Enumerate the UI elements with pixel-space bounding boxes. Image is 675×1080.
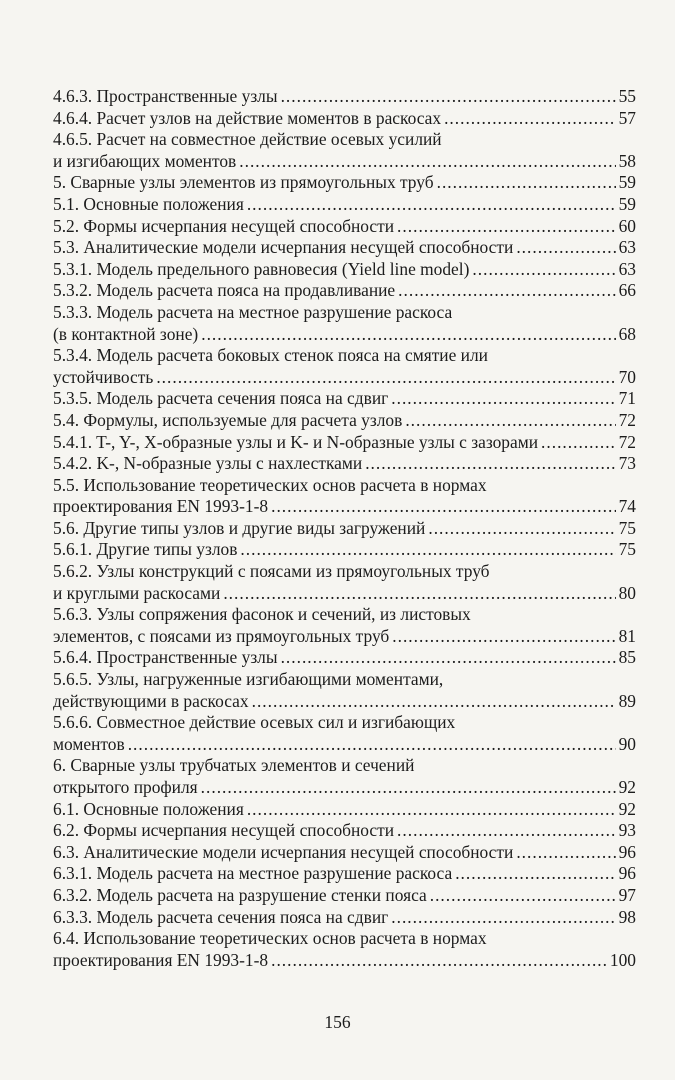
toc-entry-line	[53, 928, 636, 950]
dot-leader	[365, 453, 615, 475]
toc-entry-line	[53, 691, 636, 713]
dot-leader	[398, 280, 615, 302]
dot-leader	[444, 108, 616, 130]
dot-leader	[281, 647, 616, 669]
toc-entry-line	[53, 410, 636, 432]
dot-leader	[428, 518, 615, 540]
toc-entry-line	[53, 324, 636, 346]
dot-leader	[128, 734, 616, 756]
toc-entry-page: 81	[618, 625, 636, 646]
toc-entry-line	[53, 237, 636, 259]
toc-entry-line	[53, 842, 636, 864]
toc-entry-title: 6.1. Основные положения	[53, 798, 244, 819]
toc-entry-page: 68	[618, 323, 636, 344]
toc-entry	[53, 432, 636, 454]
dot-leader	[201, 324, 615, 346]
toc-entry	[53, 647, 636, 669]
toc-entry-page: 98	[618, 906, 636, 927]
dot-leader	[516, 842, 615, 864]
toc-entry-title: действующими в раскосах	[53, 690, 249, 711]
toc-entry-line	[53, 259, 636, 281]
toc-entry-title: 5.6.6. Совместное действие осевых сил и изгибающих	[53, 712, 456, 733]
toc-entry-title: устойчивость	[53, 366, 154, 387]
toc-entry-line	[53, 302, 636, 324]
dot-leader	[391, 388, 615, 410]
toc-entry-title: 6.3.1. Модель расчета на местное разрушение раскоса	[53, 863, 453, 884]
toc-entry	[53, 280, 636, 302]
toc-entry-page: 72	[618, 431, 636, 452]
toc-entry	[53, 820, 636, 842]
toc-entry	[53, 86, 636, 108]
dot-leader	[271, 950, 607, 972]
toc-entry-page: 59	[618, 172, 636, 193]
toc-entry-title: 5.6.5. Узлы, нагруженные изгибающими моментами,	[53, 669, 444, 690]
toc-entry-title: и изгибающих моментов	[53, 150, 237, 171]
dot-leader	[247, 194, 616, 216]
toc-entry	[53, 302, 636, 345]
toc-entry-page: 57	[618, 107, 636, 128]
toc-entry-title: 5.6.1. Другие типы узлов	[53, 539, 238, 560]
toc-entry-page: 75	[618, 517, 636, 538]
toc-entry	[53, 453, 636, 475]
toc-entry-line	[53, 432, 636, 454]
dot-leader	[271, 496, 616, 518]
toc-entry-page: 73	[618, 453, 636, 474]
toc-entry-title: моментов	[53, 733, 125, 754]
toc-entry-title: 4.6.4. Расчет узлов на действие моментов в раскосах	[53, 107, 442, 128]
toc-entry-line	[53, 367, 636, 389]
toc-entry	[53, 799, 636, 821]
toc-entry-page: 66	[618, 280, 636, 301]
toc-entry	[53, 194, 636, 216]
toc-entry-line	[53, 907, 636, 929]
toc-entry-page: 63	[618, 237, 636, 258]
toc-entry-title: 5. Сварные узлы элементов из прямоугольных труб	[53, 172, 434, 193]
toc-entry	[53, 129, 636, 172]
toc-entry-page: 92	[618, 777, 636, 797]
toc-entry-page: 75	[618, 539, 636, 560]
toc-entry-line	[53, 194, 636, 216]
toc-entry-title: 6.3.2. Модель расчета на разрушение стенки пояса	[53, 884, 427, 905]
dot-leader	[397, 820, 616, 842]
toc-entry-title: (в контактной зоне)	[53, 323, 199, 344]
toc-entry	[53, 108, 636, 130]
toc-entry	[53, 885, 636, 907]
toc-entry-line	[53, 647, 636, 669]
dot-leader	[392, 626, 615, 648]
toc-entry-title: 6. Сварные узлы трубчатых элементов и сечений	[53, 755, 415, 776]
toc-entry-line	[53, 885, 636, 907]
toc-entry-page: 89	[618, 690, 636, 711]
toc-entry-line	[53, 216, 636, 238]
toc-entry-title: 5.3. Аналитические модели исчерпания несущей способности	[53, 237, 514, 258]
toc-entry-line	[53, 475, 636, 497]
toc-entry-line	[53, 777, 636, 799]
toc-entry	[53, 928, 636, 971]
toc-entry-line	[53, 345, 636, 367]
dot-leader	[156, 367, 615, 389]
toc-entry-title: 4.6.3. Пространственные узлы	[53, 86, 278, 106]
toc-entry-title: 6.2. Формы исчерпания несущей способности	[53, 820, 395, 841]
toc-entry-line	[53, 108, 636, 130]
toc-entry-line	[53, 626, 636, 648]
toc-entry-line	[53, 583, 636, 605]
dot-leader	[405, 410, 615, 432]
toc-entry-page: 74	[618, 496, 636, 517]
dot-leader	[252, 691, 616, 713]
toc-entry-title: 4.6.5. Расчет на совместное действие осевых усилий	[53, 129, 442, 150]
toc-entry-line	[53, 734, 636, 756]
toc-entry-title: 5.4. Формулы, используемые для расчета узлов	[53, 409, 403, 430]
toc-entry-page: 96	[618, 863, 636, 884]
toc-entry-line	[53, 280, 636, 302]
toc-entry	[53, 907, 636, 929]
toc-entry-line	[53, 561, 636, 583]
dot-leader	[541, 432, 616, 454]
table-of-contents	[53, 86, 636, 971]
toc-entry	[53, 604, 636, 647]
toc-entry	[53, 712, 636, 755]
toc-entry-page: 90	[618, 733, 636, 754]
toc-entry-line	[53, 453, 636, 475]
toc-entry-title: 6.4. Использование теоретических основ расчета в нормах	[53, 928, 487, 949]
toc-entry-title: 5.3.1. Модель предельного равновесия (Yield line model)	[53, 258, 470, 279]
dot-leader	[247, 799, 616, 821]
toc-entry-title: 5.6.2. Узлы конструкций с поясами из прямоугольных труб	[53, 561, 490, 582]
toc-entry-title: 5.3.2. Модель расчета пояса на продавливание	[53, 280, 396, 301]
toc-entry-line	[53, 129, 636, 151]
toc-entry-title: 5.5. Использование теоретических основ расчета в нормах	[53, 474, 487, 495]
toc-entry-page: 60	[618, 215, 636, 236]
toc-entry-title: 5.3.5. Модель расчета сечения пояса на сдвиг	[53, 388, 389, 409]
toc-entry-title: 5.3.4. Модель расчета боковых стенок пояса на смятие или	[53, 345, 488, 366]
dot-leader	[223, 583, 615, 605]
toc-entry	[53, 863, 636, 885]
dot-leader	[472, 259, 615, 281]
toc-entry-line	[53, 669, 636, 691]
toc-entry-title: 6.3.3. Модель расчета сечения пояса на сдвиг	[53, 906, 389, 927]
dot-leader	[437, 172, 616, 194]
toc-entry-page: 72	[618, 409, 636, 430]
toc-entry-page: 59	[618, 193, 636, 214]
toc-entry-title: 5.3.3. Модель расчета на местное разрушение раскоса	[53, 301, 453, 322]
toc-entry-line	[53, 496, 636, 518]
toc-entry-line	[53, 604, 636, 626]
dot-leader	[397, 216, 616, 238]
toc-entry	[53, 539, 636, 561]
page-number: 156	[324, 1012, 351, 1032]
toc-entry	[53, 755, 636, 798]
toc-entry	[53, 518, 636, 540]
toc-entry	[53, 172, 636, 194]
dot-leader	[391, 907, 615, 929]
toc-entry-page: 85	[618, 647, 636, 668]
toc-entry-line	[53, 172, 636, 194]
toc-entry-line	[53, 388, 636, 410]
toc-entry-title: открытого профиля	[53, 777, 198, 797]
toc-entry-page: 100	[609, 949, 636, 970]
dot-leader	[430, 885, 616, 907]
dot-leader	[239, 151, 615, 173]
toc-entry-page: 92	[618, 798, 636, 819]
toc-entry-title: 5.6.3. Узлы сопряжения фасонок и сечений, из листовых	[53, 604, 471, 625]
toc-entry	[53, 669, 636, 712]
toc-entry-line	[53, 539, 636, 561]
toc-entry-page: 55	[618, 86, 636, 106]
dot-leader	[281, 86, 616, 108]
dot-leader	[240, 539, 615, 561]
toc-entry-title: проектирования EN 1993-1-8	[53, 496, 269, 517]
toc-entry-title: 5.1. Основные положения	[53, 193, 244, 214]
toc-entry-line	[53, 820, 636, 842]
toc-entry	[53, 388, 636, 410]
toc-entry-title: 5.2. Формы исчерпания несущей способности	[53, 215, 395, 236]
toc-entry-title: 5.4.1. T-, Y-, X-образные узлы и K- и N-образные узлы с зазорами	[53, 431, 539, 452]
toc-entry-line	[53, 863, 636, 885]
toc-entry-line	[53, 518, 636, 540]
toc-entry-line	[53, 86, 636, 108]
toc-entry-title: 5.6. Другие типы узлов и другие виды загружений	[53, 517, 426, 538]
toc-entry-title: элементов, с поясами из прямоугольных труб	[53, 625, 390, 646]
dot-leader	[455, 863, 615, 885]
toc-entry-page: 58	[618, 150, 636, 171]
toc-entry-page: 93	[618, 820, 636, 841]
toc-entry	[53, 259, 636, 281]
toc-entry-page: 71	[618, 388, 636, 409]
toc-entry-page: 63	[618, 258, 636, 279]
toc-entry-page: 97	[618, 884, 636, 905]
toc-entry-line	[53, 950, 636, 972]
toc-entry-page: 80	[618, 582, 636, 603]
toc-entry-title: 6.3. Аналитические модели исчерпания несущей способности	[53, 841, 514, 862]
dot-leader	[516, 237, 615, 259]
toc-entry-line	[53, 712, 636, 734]
toc-entry-title: и круглыми раскосами	[53, 582, 221, 603]
toc-entry	[53, 842, 636, 864]
toc-entry	[53, 345, 636, 388]
toc-entry-title: 5.6.4. Пространственные узлы	[53, 647, 278, 668]
toc-entry-page: 96	[618, 841, 636, 862]
toc-entry-page: 70	[618, 366, 636, 387]
toc-entry	[53, 475, 636, 518]
toc-entry-line	[53, 799, 636, 821]
toc-entry-line	[53, 151, 636, 173]
toc-entry	[53, 410, 636, 432]
toc-entry-title: проектирования EN 1993-1-8	[53, 949, 269, 970]
toc-entry-line	[53, 755, 636, 777]
dot-leader	[201, 777, 616, 799]
toc-entry	[53, 216, 636, 238]
toc-entry-title: 5.4.2. K-, N-образные узлы с нахлестками	[53, 453, 363, 474]
toc-entry	[53, 237, 636, 259]
toc-entry	[53, 561, 636, 604]
